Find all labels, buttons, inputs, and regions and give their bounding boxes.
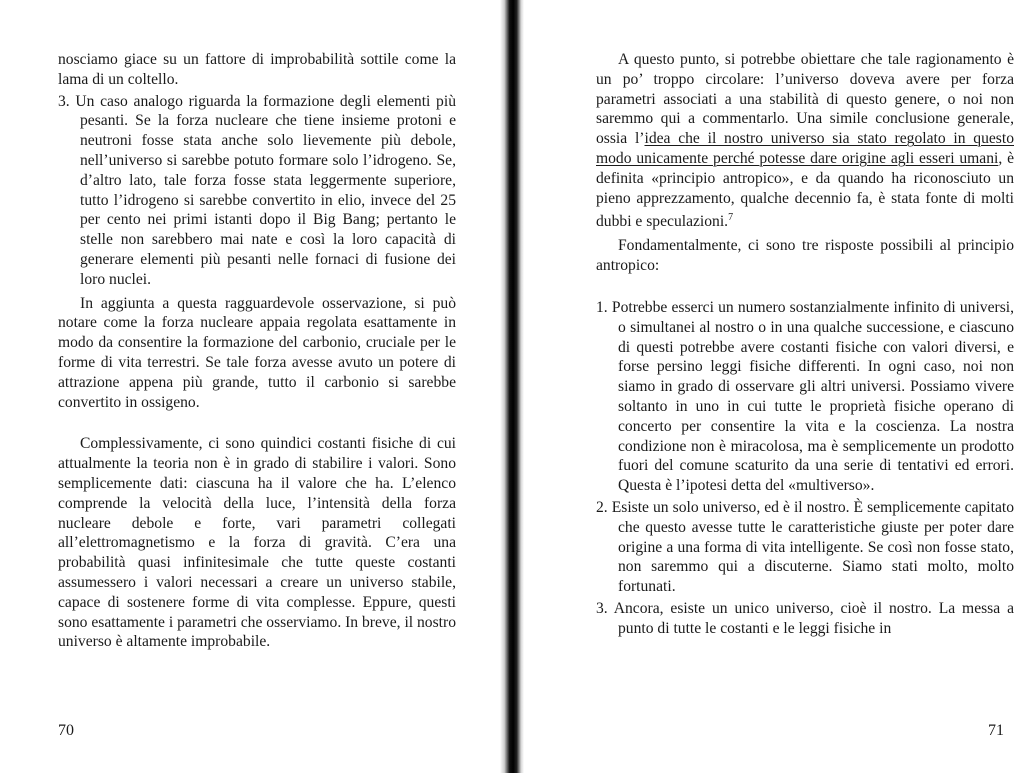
- list-number: 3.: [596, 599, 608, 617]
- list-item-3: [596, 599, 1014, 639]
- list-number: 1.: [596, 298, 608, 316]
- right-page: [524, 0, 1024, 773]
- paragraph-fondamentalmente: Fondamentalmente, ci sono tre risposte possibili al principio antropico:: [596, 237, 1014, 275]
- paragraph-continuation: nosciamo giace su un fattore di improbabilità sottile come la lama di un coltello.: [58, 51, 456, 88]
- page-number-right: 71: [988, 722, 1004, 739]
- list-item-text: Esiste un solo universo, ed è il nostro. È semplicemente capitato che questo avesse tutte le caratteristiche giuste per poter dare origine a una forma di vita intelligente. Se così non fosse stato, non saremmo qui a discuterne. Siamo stati molto, molto fortunati.: [611, 498, 1014, 596]
- list-item-3: [58, 92, 456, 290]
- underlined-text: idea che il nostro universo sia stato regolato in questo modo unicamente perché potesse dare origine agli esseri umani: [596, 130, 1014, 167]
- paragraph-text: , è definita «principio antropico», e da quando ha riconosciuto un pieno apprezzamento, qualche decennio fa, è stata fonte di molti dubbi e speculazioni.: [596, 149, 1015, 231]
- list-number: 3.: [58, 92, 70, 110]
- paragraph-aggiunta: In aggiunta a questa ragguardevole osservazione, si può notare come la forza nucleare appaia regolata esattamente in modo da consentire la formazione del carbonio, cruciale per le forme di vita terrestri. Se tale forza avesse avuto un potere di attrazione appena più grande, tutto il carbonio si sarebbe convertito in ossigeno.: [58, 294, 456, 411]
- page-number-left: 70: [58, 722, 74, 739]
- list-item-text: Ancora, esiste un unico universo, cioè il nostro. La messa a punto di tutte le costanti e le leggi fisiche in: [613, 599, 1014, 637]
- list-item-1: [596, 298, 1014, 496]
- left-page: [0, 0, 500, 773]
- list-number: 2.: [596, 498, 608, 516]
- right-page-text: [596, 50, 1014, 639]
- footnote-reference: 7: [728, 212, 734, 224]
- paragraph-complessivamente: Complessivamente, ci sono quindici costanti fisiche di cui attualmente la teoria non è in grado di stabilire i valori. Sono semplicemente dati: ciascuna ha il valore che ha. L’elenco comprende la velocità della luce, l’intensità della forza nucleare debole e forte, vari parametri collegati all’elettromagnetismo e la forza di gravità. C’era una probabilità quasi infinitesimale che tutte queste costanti assumessero i valori necessari a creare un universo stabile, capace di sostenere forme di vita complesse. Eppure, questi sono esattamente i parametri che osserviamo. In breve, il nostro universo è altamente improbabile.: [58, 435, 456, 651]
- left-page-text: [58, 50, 456, 652]
- list-item-2: [596, 498, 1014, 597]
- list-item-text: Un caso analogo riguarda la formazione degli elementi più pesanti. Se la forza nucleare che tiene insieme protoni e neutroni fosse stata anche solo lievemente più debole, nell’universo si sarebbe potuto formare solo l’idrogeno. Se, d’altro lato, tale forza fosse stata leggermente superiore, tutto l’idrogeno si sarebbe convertito in elio, invece del 25 per cento nei primi istanti dopo il Big Bang; pertanto le stelle non sarebbero mai nate e così la loro capacità di generare elementi più pesanti nelle fornaci di fusione dei loro nuclei.: [75, 92, 456, 288]
- list-item-text: Potrebbe esserci un numero sostanzialmente infinito di universi, o simultanei al nostro o in una qualche successione, e ciascuno di questi potrebbe avere costanti fisiche con valori diversi, e forse persino leggi fisiche differenti. In ogni caso, noi non siamo in grado di osservare gli altri universi. Possiamo vivere soltanto in uno in cui tutte le proprietà fisiche operano di concerto per consentire la vita e la coscienza. La nostra condizione non è miracolosa, ma è semplicemente un prodotto fuori del comune scaturito da una serie di tentativi ed errori. Questa è l’ipotesi detta del «multiverso».: [611, 298, 1014, 495]
- book-spine-shadow: [500, 0, 524, 773]
- paragraph-questo-punto: [596, 50, 1014, 232]
- paragraph-text: A questo punto, si potrebbe obiettare che tale ragionamento è un po’ troppo circolare: l’universo doveva avere per forza parametri associati a una stabilità di questo genere, o noi non saremmo qui a commentarlo. Una simile conclusione generale, ossia l’: [596, 51, 1014, 148]
